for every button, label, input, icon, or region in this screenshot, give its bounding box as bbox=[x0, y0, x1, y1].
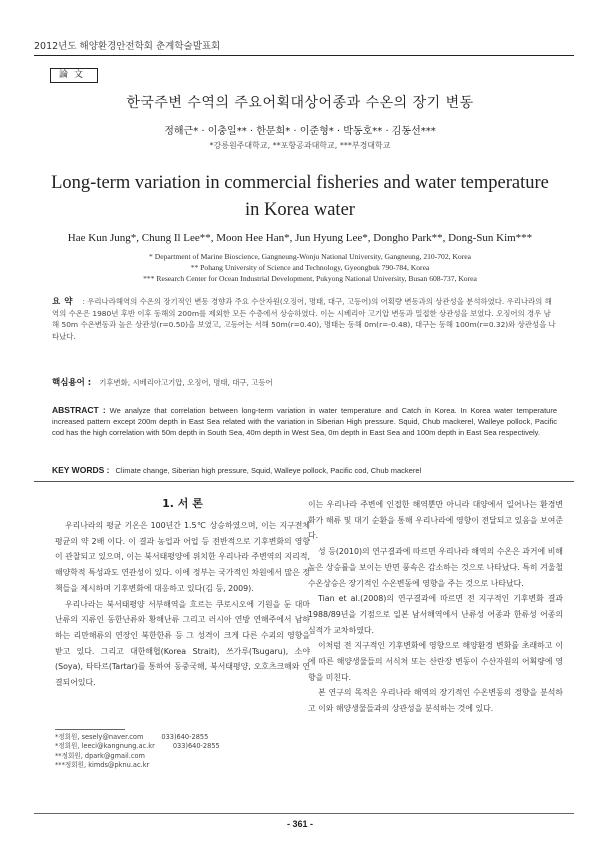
footnote-text: 정회원, kimds@pknu.ac.kr bbox=[64, 761, 150, 770]
affiliations-korean: *강릉원주대학교, **포항공과대학교, ***부경대학교 bbox=[209, 141, 391, 150]
abstract-english bbox=[52, 405, 557, 439]
header-rule bbox=[34, 55, 574, 56]
footnote-mark: * bbox=[55, 742, 59, 751]
paragraph: 성 등(2010)의 연구결과에 따르면 우리나라 해역의 수온은 과거에 비해 높은 상승률을 보이는 반면 풍속은 감소하는 것으로 나타났다. 특히 겨울철 수온상승은 장기적인 수온변동에 영향을 주는 것으로 나타났다. bbox=[308, 547, 563, 588]
footnote-mark: * bbox=[55, 733, 59, 741]
authors-english: Hae Kun Jung*, Chung Il Lee**, Moon Hee Han*, Jun Hyung Lee*, Dongho Park**, Dong-Sun Kim*** bbox=[67, 232, 533, 244]
left-column bbox=[55, 518, 310, 691]
affiliation-2: ** Pohang University of Science and Technology, Gyeongbuk 790-784, Korea bbox=[190, 263, 430, 272]
abstract-korean-text: : 우리나라해역의 수온의 장기적인 변동 경향과 주요 수산자원(오징어, 명태, 대구, 고등어)의 어획량 변동과의 상관성을 분석하였다. 우리나라의 해역의 수온은 1980년 후반 이후 동해의 200m를 제외한 모든 수층에서 상승하였다. 이는 시베리아 고기압 변동과 밀접한 상관성을 보였다. 오징어의 경우 남해 50m 수온변동과 높은 상관성(r=0.50)을 보였고, 고등어는 서해 50m(r=0.40), 명태는 동해 0m(r=-0.48), 대구는 동해 100m(r=0.32)와 상관성을 나타났다. bbox=[52, 297, 556, 341]
paper-type-label: 論文 bbox=[50, 68, 98, 83]
paragraph: 우리나라의 평균 기온은 100년간 1.5℃ 상승하였으며, 이는 지구전체 평균의 약 2배 이다. 이 결과 농업과 어업 등 전반적으로 기후변화의 영향이 관찰되고 있으며, 이는 북서태평양에 위치한 우리나라 주변역의 지리적, 해양학적 특성과도 연관성이 있다. 이에 정부는 국가적인 차원에서 많은 정책들을 제시하며 기후변화에 대응하고 있다(김 등, 2009). bbox=[55, 521, 310, 593]
keywords-korean-text: 기후변화, 시베리아고기압, 오징어, 명태, 대구, 고등어 bbox=[99, 378, 273, 387]
footnote bbox=[55, 752, 220, 761]
paragraph: 본 연구의 목적은 우리나라 해역의 장기적인 수온변동의 경향을 분석하고 이와 해양생물들과의 상관성을 분석하는 것에 있다. bbox=[308, 688, 563, 714]
footnote bbox=[55, 761, 220, 770]
footnote-text: 정회원, leeci@kangnung.ac.kr bbox=[58, 742, 155, 751]
keywords-english-text: Climate change, Siberian high pressure, Squid, Walleye pollock, Pacific cod, Chub mackerel bbox=[115, 466, 422, 475]
affiliation-1: * Department of Marine Bioscience, Gangneung-Wonju National University, Gangneung, 210-702, Korea bbox=[149, 252, 471, 261]
footnote bbox=[55, 733, 220, 742]
keywords-korean-label: 핵심용어 : bbox=[52, 378, 92, 388]
affiliations-english bbox=[60, 251, 560, 284]
conference-header: 2012년도 해양환경안전학회 춘계학술발표회 bbox=[34, 41, 221, 52]
title-english bbox=[40, 170, 560, 224]
footer-rule bbox=[34, 813, 574, 814]
affiliation-3: *** Research Center for Ocean Industrial Development, Pukyong National University, Busan 608-737, Korea bbox=[143, 274, 477, 283]
right-column bbox=[308, 497, 563, 717]
paragraph: 이처럼 전 지구적인 기후변화에 영향으로 해양환경 변화를 초래하고 이에 따른 해양생물들의 서식처 또는 산란장 변동이 수산자원의 어획량에 영향을 미친다. bbox=[308, 641, 563, 682]
footnote-phone: 033)640-2855 bbox=[172, 742, 220, 751]
abstract-korean-label: 요약 bbox=[52, 297, 77, 307]
section-heading: 1. 서 론 bbox=[162, 497, 203, 510]
footnote-mark: *** bbox=[55, 761, 65, 770]
keywords-english-label: KEY WORDS : bbox=[52, 465, 110, 475]
page-number: - 361 - bbox=[286, 819, 313, 829]
title-korean: 한국주변 수역의 주요어획대상어종과 수온의 장기 변동 bbox=[126, 95, 474, 111]
abstract-english-label: ABSTRACT : bbox=[52, 405, 106, 415]
authors-korean: 정해근* · 이충일** · 한문희* · 이준형* · 박동호** · 김동선*** bbox=[164, 126, 436, 137]
title-english-line-2: in Korea water bbox=[245, 200, 355, 220]
footnotes bbox=[55, 733, 220, 771]
abstract-korean bbox=[52, 296, 557, 342]
footnote bbox=[55, 742, 220, 751]
paragraph: 이는 우리나라 주변에 인접한 해역뿐만 아니라 대양에서 일어나는 환경변화가 해류 및 대기 순환을 통해 우리나라에 영향이 전달되고 있음을 보여준다. bbox=[308, 500, 563, 541]
keywords-english bbox=[52, 465, 421, 475]
title-english-line-1: Long-term variation in commercial fisheries and water temperature bbox=[51, 173, 549, 193]
keywords-korean bbox=[52, 376, 273, 388]
footnote-mark: ** bbox=[55, 751, 62, 760]
footnote-text: 정회원, sesely@naver.com bbox=[58, 733, 144, 741]
footnote-text: 정회원, dpark@gmail.com bbox=[61, 751, 145, 760]
section-divider bbox=[34, 481, 574, 482]
paragraph: 우리나라는 북서태평양 서부해역을 흐르는 쿠로시오에 기원을 둔 대마난류의 지류인 동한난류와 황해난류 그리고 러시아 연방 연해주에서 남하하는 리만해류의 연장인 북한한류 등 그 성격이 크게 다른 수괴의 영향을 받고 있다. 그리고 대한해협(Korea Strait), 쓰가루(Tsugaru), 소야(Soya), 타타르(Tartar)를 통하여 동중국해, 북서태평양, 오호츠크해와 연결되어있다. bbox=[55, 599, 310, 688]
footnote-rule bbox=[55, 729, 125, 730]
paragraph: Tian et al.(2008)의 연구결과에 따르면 전 지구적인 기후변화 결과 1988/89년을 기점으로 일본 남서해역에서 난류성 어종과 한류성 어종의 심적가 교차하였다. bbox=[308, 594, 563, 635]
footnote-phone: 033)640-2855 bbox=[161, 733, 209, 741]
abstract-english-text: We analyze that correlation between long-term variation in water temperature and Catch in Korea. In Korea water temperature increased pattern except 200m depth in East Sea related with the variation in Siberian High pressure. Squid, Chub mackerel, Walleye pollock, Pacific cod has the high correlation with 50m depth in South Sea, 40m depth in West Sea, 0m depth in East Sea and 100m depth in East Sea respectively. bbox=[52, 406, 557, 438]
